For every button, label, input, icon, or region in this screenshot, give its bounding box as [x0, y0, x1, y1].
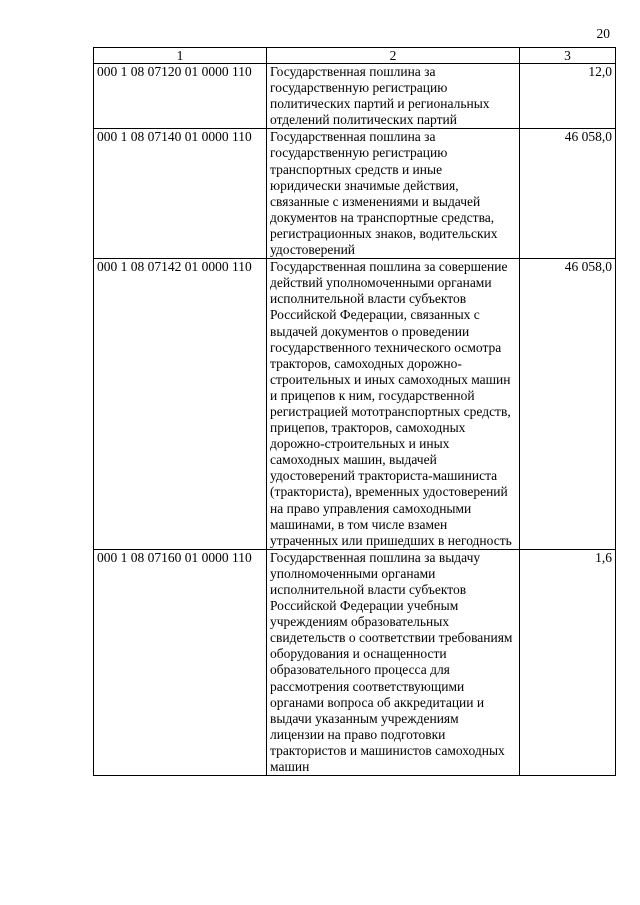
amount-cell: 1,6 — [520, 549, 616, 775]
budget-code-cell: 000 1 08 07140 01 0000 110 — [94, 129, 267, 259]
table-header — [94, 48, 616, 64]
column-header-name: 2 — [267, 48, 520, 64]
column-header-code: 1 — [94, 48, 267, 64]
table-row — [94, 549, 616, 775]
budget-code-cell: 000 1 08 07160 01 0000 110 — [94, 549, 267, 775]
amount-cell: 46 058,0 — [520, 129, 616, 259]
table-row — [94, 64, 616, 129]
revenue-name-cell: Государственная пошлина за совершение действий уполномоченными органами исполнительной власти субъектов Российской Федерации, связанных с выдачей документов о проведении государственного технического осмотра тракторов, самоходных дорожно-строительных и иных самоходных машин и прицепов к ним, государственной регистрацией мототранспортных средств, прицепов, тракторов, самоходных дорожно-строительных и иных самоходных машин, выдачей удостоверений тракториста-машиниста (тракториста), временных удостоверений на право управления самоходными машинами, в том числе взамен утраченных или пришедших в негодность — [267, 259, 520, 550]
table-row — [94, 129, 616, 259]
amount-cell: 46 058,0 — [520, 259, 616, 550]
revenue-name-cell: Государственная пошлина за государственную регистрацию транспортных средств и иные юридически значимые действия, связанные с изменениями и выдачей документов на транспортные средства, регистрационных знаков, водительских удостоверений — [267, 129, 520, 259]
budget-code-cell: 000 1 08 07142 01 0000 110 — [94, 259, 267, 550]
table-body — [94, 64, 616, 776]
revenue-table — [93, 47, 616, 776]
revenue-name-cell: Государственная пошлина за выдачу уполномоченными органами исполнительной власти субъектов Российской Федерации учебным учреждениям образовательных свидетельств о соответствии требованиям оборудования и оснащенности образовательного процесса для рассмотрения соответствующими органами вопроса об аккредитации и выдачи указанным учреждениям лицензии на право подготовки трактористов и машинистов самоходных машин — [267, 549, 520, 775]
column-header-amount: 3 — [520, 48, 616, 64]
header-row — [94, 48, 616, 64]
amount-cell: 12,0 — [520, 64, 616, 129]
page-number: 20 — [596, 26, 610, 41]
revenue-name-cell: Государственная пошлина за государственную регистрацию политических партий и региональных отделений политических партий — [267, 64, 520, 129]
budget-code-cell: 000 1 08 07120 01 0000 110 — [94, 64, 267, 129]
table-row — [94, 259, 616, 550]
